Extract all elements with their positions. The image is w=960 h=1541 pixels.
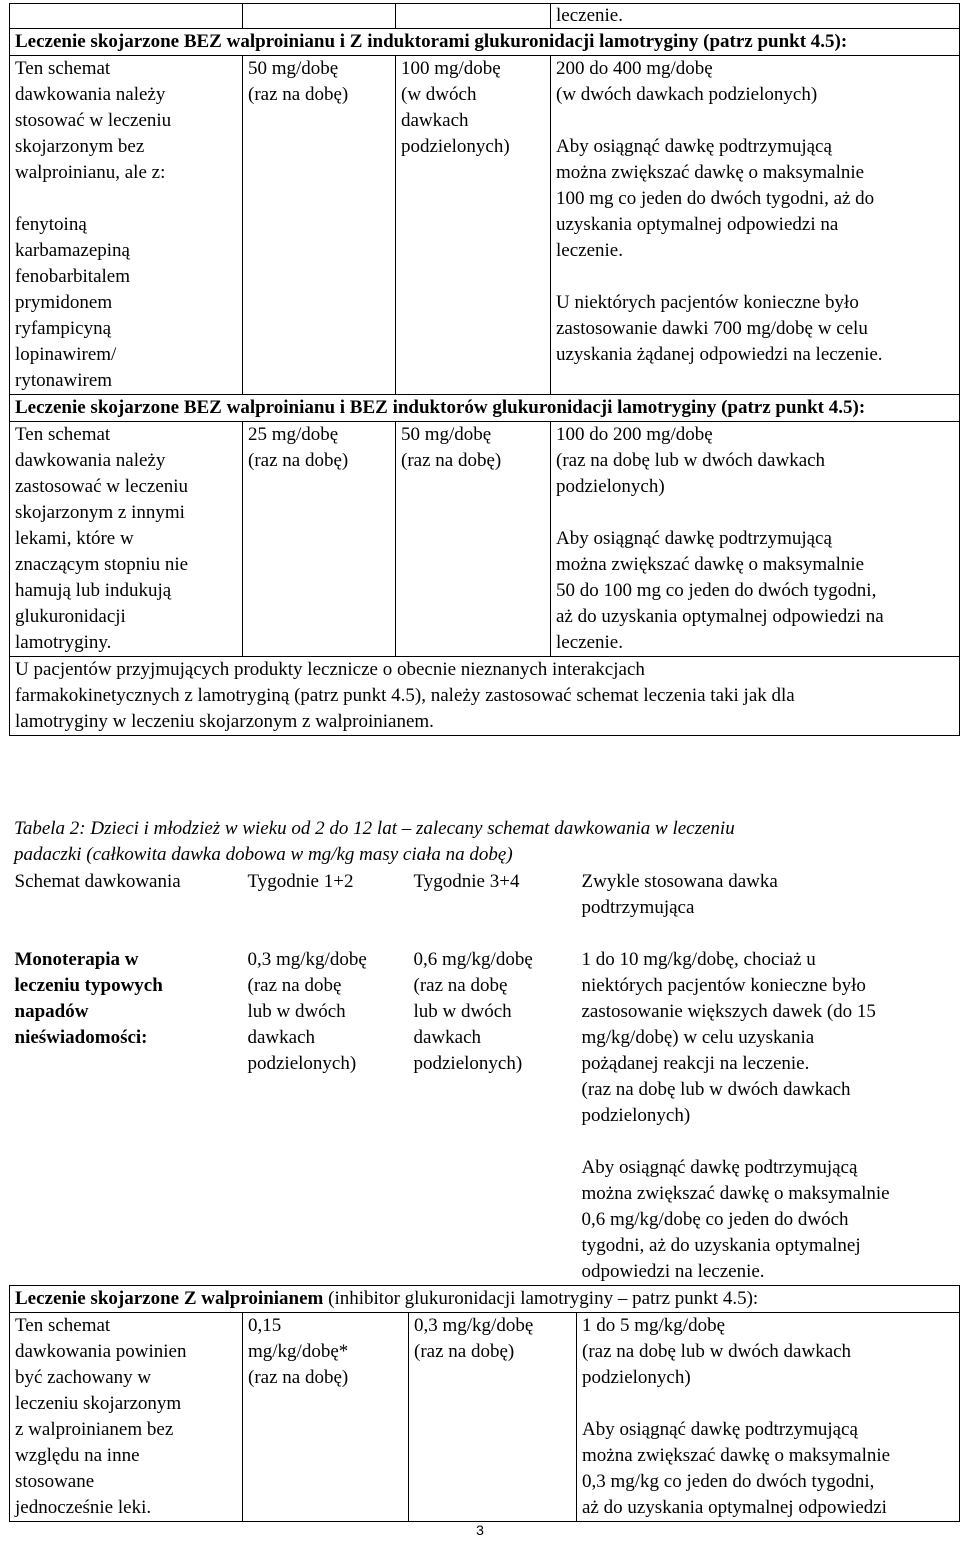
header-weeks-1-2: Tygodnie 1+2 — [247, 871, 354, 892]
text-line: (raz na dobę) — [248, 450, 349, 471]
text-line: 50 mg/dobę — [248, 58, 339, 79]
text-line: U niektórych pacjentów konieczne było — [556, 292, 859, 313]
table-row — [10, 4, 960, 29]
description-lines — [15, 56, 238, 186]
text-line: 0,15 — [248, 1315, 282, 1336]
table-row — [10, 947, 960, 1286]
maintenance-cell — [551, 422, 960, 657]
text-line: aż do uzyskania optymalnej odpowiedzi — [582, 1497, 887, 1518]
text-line: (raz na dobę — [247, 975, 342, 996]
text-line: leczenie. — [556, 240, 623, 261]
table-row — [10, 56, 960, 395]
text-line: 50 do 100 mg co jeden do dwóch tygodni, — [556, 580, 877, 601]
text-line: Tabela 2: Dzieci i młodzież w wieku od 2 do 12 lat – zalecany schemat dawkowania w leczeniu — [14, 818, 735, 839]
header-scheme: Schemat dawkowania — [14, 871, 181, 892]
text-line: lamotryginy. — [15, 632, 112, 653]
text-line: mg/kg/dobę* — [248, 1341, 349, 1362]
weeks-3-4-cell — [396, 56, 551, 395]
text-line: 0,3 mg/kg/dobę — [414, 1315, 534, 1336]
text-line: dawkowania należy — [15, 450, 166, 471]
text-line: podzielonych) — [581, 1105, 691, 1126]
text-line: Aby osiągnąć dawkę podtrzymującą — [581, 1157, 858, 1178]
text-line: można zwiększać dawkę o maksymalnie — [556, 554, 865, 575]
text-line: hamują lub indukują — [15, 580, 172, 601]
text-line: można zwiększać dawkę o maksymalnie — [581, 1183, 890, 1204]
text-line: 1 do 10 mg/kg/dobę, chociaż u — [581, 949, 816, 970]
text-line: 0,6 mg/kg/dobę — [413, 949, 533, 970]
dosing-table-children — [9, 869, 960, 1522]
text-line: prymidonem — [15, 292, 113, 313]
text-line: odpowiedzi na leczenie. — [581, 1261, 765, 1282]
text-line: Aby osiągnąć dawkę podtrzymującą — [556, 136, 832, 157]
weeks-3-4-cell — [396, 422, 551, 657]
text-line: lekami, które w — [15, 528, 134, 549]
section-header-valproate: Leczenie skojarzone Z walproinianem (inhibitor glukuronidacji lamotryginy – patrz punkt 4.5): — [10, 1286, 960, 1313]
text-line: niektórych pacjentów konieczne było — [581, 975, 866, 996]
weeks-1-2-cell — [243, 947, 409, 1286]
text-line: podzielonych) — [556, 476, 665, 497]
text-line: Aby osiągnąć dawkę podtrzymującą — [556, 528, 832, 549]
text-line: 25 mg/dobę — [248, 424, 339, 445]
text-line: pożądanej reakcji na leczenie. — [581, 1053, 810, 1074]
text-line: stosować w leczeniu — [15, 110, 172, 131]
section-header-c: Leczenie skojarzone BEZ walproinianu i BEZ induktorów glukuronidacji lamotryginy (patrz punkt 4.5): — [10, 395, 960, 422]
text-line: leczeniu skojarzonym — [15, 1393, 182, 1414]
weeks-1-2-cell — [243, 56, 396, 395]
text-line: farmakokinetycznych z lamotryginą (patrz punkt 4.5), należy zastosować schemat leczenia taki jak dla — [15, 685, 795, 706]
text-line: U pacjentów przyjmujących produkty lecznicze o obecnie nieznanych interakcjach — [15, 659, 645, 680]
text-line: 100 mg co jeden do dwóch tygodni, aż do — [556, 188, 875, 209]
description-cell — [10, 56, 243, 395]
text-line: być zachowany w — [15, 1367, 152, 1388]
text-line: (raz na dobę — [413, 975, 508, 996]
text-line: 50 mg/dobę — [401, 424, 492, 445]
text-line: uzyskania optymalnej odpowiedzi na — [556, 214, 839, 235]
text-line: zastosowanie dawki 700 mg/dobę w celu — [556, 318, 868, 339]
text-line: podzielonych) — [413, 1053, 523, 1074]
text-line: Ten schemat — [15, 58, 111, 79]
text-line: jednocześnie leki. — [15, 1497, 152, 1518]
text-line: zastosowanie większych dawek (do 15 — [581, 1001, 876, 1022]
text-line: stosowane — [15, 1471, 95, 1492]
section-header-row — [10, 1286, 960, 1313]
text-line: podzielonych) — [247, 1053, 357, 1074]
text-line: (raz na dobę) — [414, 1341, 515, 1362]
text-line: podzielonych) — [582, 1367, 691, 1388]
text-line: Aby osiągnąć dawkę podtrzymującą — [582, 1419, 858, 1440]
weeks-1-2-cell — [243, 422, 396, 657]
page-number: 3 — [476, 1522, 484, 1538]
text-line: walproinianu, ale z: — [15, 162, 166, 183]
text-line: znaczącym stopniu nie — [15, 554, 189, 575]
text-line: 100 do 200 mg/dobę — [556, 424, 713, 445]
text-line: (w dwóch dawkach podzielonych) — [556, 84, 818, 105]
header-maintenance — [577, 869, 960, 921]
text-line: (raz na dobę) — [248, 84, 349, 105]
description-cell — [10, 422, 243, 657]
text-line: (raz na dobę lub w dwóch dawkach — [581, 1079, 851, 1100]
text-line: aż do uzyskania optymalnej odpowiedzi na — [556, 606, 884, 627]
text-line: można zwiększać dawkę o maksymalnie — [582, 1445, 891, 1466]
text-line: lub w dwóch — [413, 1001, 512, 1022]
text-line: (raz na dobę lub w dwóch dawkach — [556, 450, 826, 471]
text-line: fenytoiną — [15, 214, 87, 235]
text-line: Ten schemat — [15, 1315, 111, 1336]
text-line: 0,3 mg/kg/dobę — [247, 949, 367, 970]
section-header-b: Leczenie skojarzone BEZ walproinianu i Z induktorami glukuronidacji lamotryginy (patrz punkt 4.5): — [10, 29, 960, 56]
text-line: 0,6 mg/kg/dobę co jeden do dwóch — [581, 1209, 849, 1230]
top-fragment: leczenie. — [551, 4, 960, 29]
text-line: (raz na dobę) — [248, 1367, 349, 1388]
text-line: zastosować w leczeniu — [15, 476, 189, 497]
text-line: dawkach — [401, 110, 469, 131]
text-line: Monoterapia w — [14, 949, 139, 970]
text-line: mg/kg/dobę) w celu uzyskania — [581, 1027, 815, 1048]
text-line: podtrzymująca — [581, 897, 695, 918]
text-line: tygodni, aż do uzyskania optymalnej — [581, 1235, 861, 1256]
text-line: Ten schemat — [15, 424, 111, 445]
monotherapy-label — [10, 947, 243, 1286]
text-line: uzyskania żądanej odpowiedzi na leczenie. — [556, 344, 883, 365]
table-row — [10, 1313, 960, 1522]
table-row — [10, 422, 960, 657]
text-line: podzielonych) — [401, 136, 510, 157]
text-line: dawkowania należy — [15, 84, 166, 105]
text-line: lub w dwóch — [247, 1001, 346, 1022]
text-line: ryfampicyną — [15, 318, 112, 339]
weeks-1-2-cell — [243, 1313, 409, 1522]
table-caption — [14, 816, 914, 868]
text-line: leczeniu typowych — [14, 975, 163, 996]
text-line: z walproinianem bez — [15, 1419, 174, 1440]
text-line: padaczki (całkowita dawka dobowa w mg/kg masy ciała na dobę) — [14, 844, 513, 865]
text-line: (raz na dobę) — [401, 450, 502, 471]
text-line: rytonawirem — [15, 370, 113, 391]
header-weeks-3-4: Tygodnie 3+4 — [413, 871, 520, 892]
text-line: dawkach — [247, 1027, 316, 1048]
section-header-row — [10, 395, 960, 422]
text-line: skojarzonym z innymi — [15, 502, 185, 523]
text-line: nieświadomości: — [14, 1027, 148, 1048]
text-line: lamotryginy w leczeniu skojarzonym z walproinianem. — [15, 711, 434, 732]
text-line: napadów — [14, 1001, 89, 1022]
text-line: dawkowania powinien — [15, 1341, 187, 1362]
text-line: można zwiększać dawkę o maksymalnie — [556, 162, 865, 183]
dosing-table-adults — [9, 3, 960, 736]
maintenance-cell — [577, 947, 960, 1286]
footer-note — [10, 657, 960, 736]
text-line: Zwykle stosowana dawka — [581, 871, 778, 892]
text-line: (raz na dobę lub w dwóch dawkach — [582, 1341, 852, 1362]
text-line: dawkach — [413, 1027, 482, 1048]
text-line: 100 mg/dobę — [401, 58, 501, 79]
maintenance-cell — [577, 1313, 960, 1522]
description-cell — [10, 1313, 243, 1522]
weeks-3-4-cell — [409, 1313, 577, 1522]
table-row — [10, 657, 960, 736]
text-line: glukuronidacji — [15, 606, 126, 627]
text-line: 1 do 5 mg/kg/dobę — [582, 1315, 726, 1336]
section-header-row — [10, 29, 960, 56]
text-line: skojarzonym bez — [15, 136, 145, 157]
drug-list — [15, 212, 238, 394]
text-line: 200 do 400 mg/dobę — [556, 58, 713, 79]
text-line: (w dwóch — [401, 84, 477, 105]
maintenance-cell — [551, 56, 960, 395]
table-header-row — [10, 869, 960, 921]
text-line: fenobarbitalem — [15, 266, 131, 287]
text-line: leczenie. — [556, 632, 623, 653]
text-line: lopinawirem/ — [15, 344, 117, 365]
text-line: względu na inne — [15, 1445, 140, 1466]
weeks-3-4-cell — [409, 947, 577, 1286]
text-line: 0,3 mg/kg co jeden do dwóch tygodni, — [582, 1471, 875, 1492]
text-line: karbamazepiną — [15, 240, 130, 261]
